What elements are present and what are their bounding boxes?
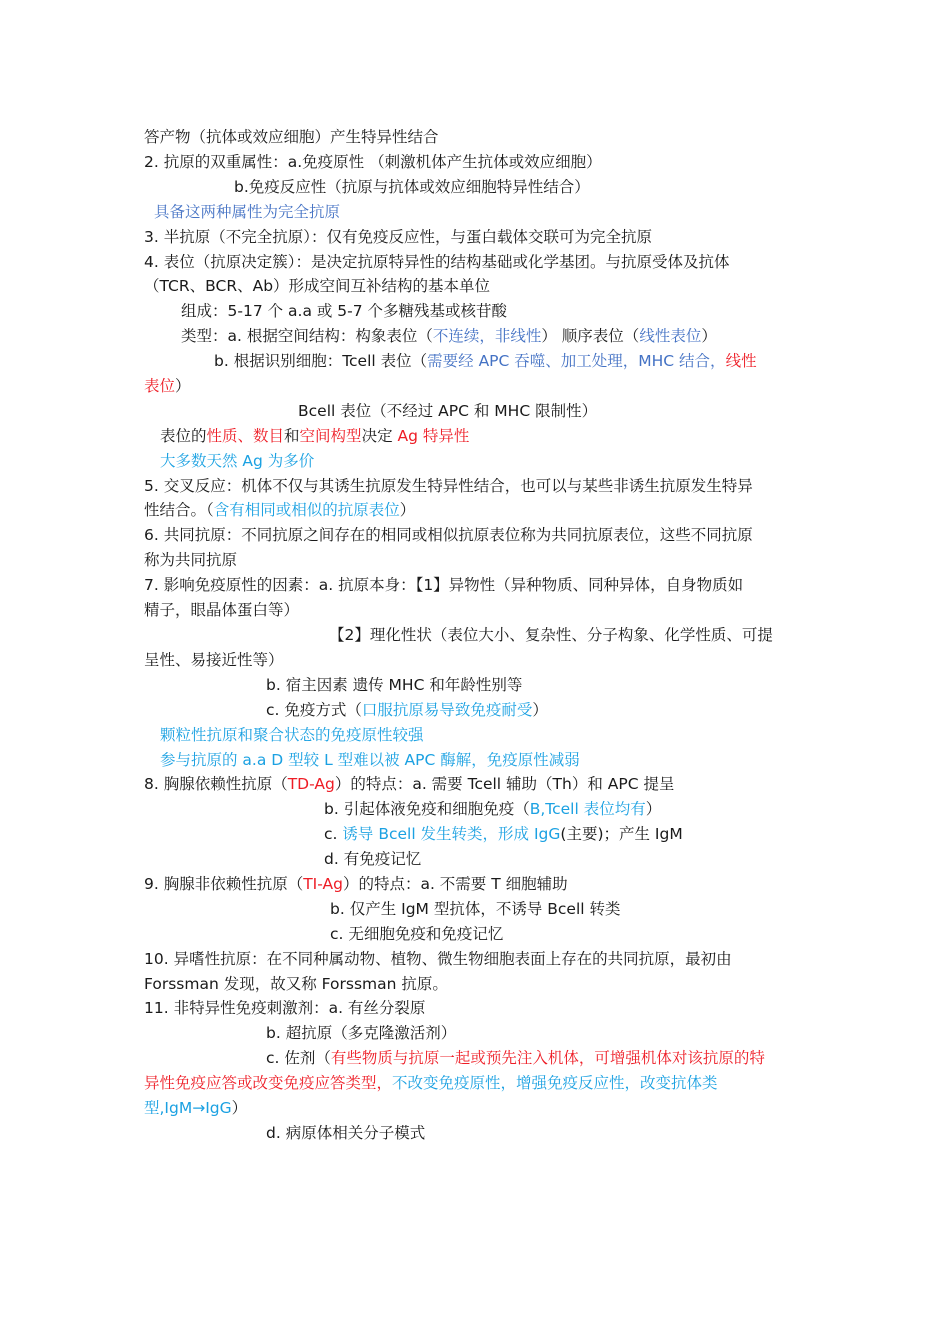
text-line: [330, 923, 503, 945]
text-segment: 型,IgM→IgG: [144, 1099, 232, 1117]
text-segment: 线性表位: [639, 327, 702, 345]
text-segment: 精子，眼晶体蛋白等）: [144, 601, 300, 619]
text-segment: d. 病原体相关分子模式: [266, 1124, 426, 1142]
text-line: [298, 400, 597, 422]
text-line: [144, 997, 425, 1019]
text-segment: 6. 共同抗原：不同抗原之间存在的相同或相似抗原表位称为共同抗原表位，这些不同抗原: [144, 526, 753, 544]
text-line: [144, 599, 299, 621]
text-line: [266, 699, 548, 721]
text-segment: 需要经 APC 吞噬、加工处理，MHC 结合: [427, 352, 711, 370]
text-segment: 称为共同抗原: [144, 551, 238, 569]
text-segment: Bcell 表位（不经过 APC 和 MHC 限制性）: [298, 402, 598, 420]
text-segment: TD-Ag: [287, 775, 335, 793]
text-segment: c. 无细胞免疫和免疫记忆: [330, 925, 504, 943]
text-line: [144, 1097, 247, 1119]
text-line: [144, 549, 237, 571]
text-segment: 诱导 Bcell 发生转类，形成 IgG: [342, 825, 561, 843]
text-line: [144, 873, 568, 895]
text-segment: ）的特点：a. 不需要 T 细胞辅助: [342, 875, 568, 893]
text-segment: 性质、数目: [206, 427, 285, 445]
text-line: [266, 674, 522, 696]
text-line: [160, 425, 469, 447]
text-line: [144, 275, 490, 297]
text-line: [144, 151, 602, 173]
text-segment: c. 佐剂（: [266, 1049, 331, 1067]
text-segment: b. 超抗原（多克隆激活剂）: [266, 1024, 457, 1042]
text-line: [266, 1122, 425, 1144]
text-segment: 有些物质与抗原一起或预先注入机体，可增强机体对该抗原的特: [330, 1049, 765, 1067]
text-segment: ）: [532, 701, 548, 719]
text-segment: 具备这两种属性为完全抗原: [154, 203, 341, 221]
text-segment: d. 有免疫记忆: [324, 850, 422, 868]
text-segment: 9. 胸腺非依赖性抗原（: [144, 875, 304, 893]
text-line: [324, 798, 661, 820]
text-line: [144, 1072, 718, 1094]
text-segment: 性结合。（: [144, 501, 214, 519]
text-segment: b. 仅产生 IgM 型抗体，不诱导 Bcell 转类: [330, 900, 621, 918]
text-line: [181, 325, 717, 347]
text-line: [144, 475, 753, 497]
text-segment: 【2】理化性状（表位大小、复杂性、分子构象、化学性质、可提: [329, 626, 773, 644]
text-segment: b. 根据识别细胞：Tcell 表位（: [214, 352, 428, 370]
text-segment: 异性免疫应答或改变免疫应答类型，: [144, 1074, 393, 1092]
text-segment: 7. 影响免疫原性的因素：a. 抗原本身：【1】异物性（异种物质、同种异体，自身物质如: [144, 576, 744, 594]
text-segment: 4. 表位（抗原决定簇）：是决定抗原特异性的结构基础或化学基团。与抗原受体及抗体: [144, 253, 730, 271]
text-line: [266, 1022, 456, 1044]
text-segment: 3. 半抗原（不完全抗原）：仅有免疫反应性，与蛋白载体交联可为完全抗原: [144, 228, 652, 246]
text-line: [329, 624, 773, 646]
text-line: [144, 773, 674, 795]
text-segment: ）的特点：a. 需要 Tcell 辅助（Th）和 APC 提呈: [334, 775, 675, 793]
text-segment: ，: [710, 352, 726, 370]
text-line: [181, 300, 507, 322]
text-segment: 10. 异嗜性抗原：在不同种属动物、植物、微生物细胞表面上存在的共同抗原，最初由: [144, 950, 732, 968]
text-line: [214, 350, 757, 372]
text-segment: ）: [231, 1099, 248, 1117]
text-line: [144, 126, 439, 148]
text-segment: ）: [645, 800, 662, 818]
text-segment: 表位: [144, 377, 176, 395]
text-line: [144, 574, 743, 596]
text-line: [144, 251, 729, 273]
text-segment: 线性: [725, 352, 757, 370]
text-line: [144, 649, 284, 671]
text-segment: ）: [399, 501, 416, 519]
text-segment: Forssman 发现，故又称 Forssman 抗原。: [144, 975, 448, 993]
text-segment: ）: [175, 377, 191, 395]
text-segment: 含有相同或相似的抗原表位: [213, 501, 400, 519]
text-segment: Ag 特异性: [397, 427, 470, 445]
text-line: [330, 898, 621, 920]
text-segment: 不改变免疫原性，增强免疫反应性，改变抗体类: [392, 1074, 718, 1092]
text-segment: 不连续，非线性: [432, 327, 542, 345]
text-line: [154, 201, 340, 223]
text-segment: ） 顺序表位（: [541, 327, 640, 345]
text-segment: 大多数天然 Ag 为多价: [160, 452, 315, 470]
text-line: [144, 524, 753, 546]
text-line: [144, 499, 415, 521]
text-segment: 2. 抗原的双重属性：a.免疫原性 （刺激机体产生抗体或效应细胞）: [144, 153, 602, 171]
text-segment: 颗粒性抗原和聚合状态的免疫原性较强: [160, 726, 424, 744]
text-segment: c.: [324, 825, 343, 843]
text-segment: 决定: [361, 427, 398, 445]
text-segment: 组成：5-17 个 a.a 或 5-7 个多糖残基或核苷酸: [181, 302, 508, 320]
text-segment: 参与抗原的 a.a D 型较 L 型难以被 APC 酶解，免疫原性减弱: [160, 751, 580, 769]
text-line: [144, 226, 652, 248]
text-line: [234, 176, 590, 198]
text-line: [160, 749, 580, 771]
text-line: [144, 375, 191, 397]
text-line: [324, 848, 421, 870]
text-segment: 类型：a. 根据空间结构：构象表位（: [181, 327, 433, 345]
text-segment: 表位的: [160, 427, 207, 445]
text-segment: 8. 胸腺依赖性抗原（: [144, 775, 288, 793]
text-line: [144, 973, 448, 995]
text-segment: （TCR、BCR、Ab）形成空间互补结构的基本单位: [144, 277, 491, 295]
text-line: [266, 1047, 765, 1069]
text-segment: 答产物（抗体或效应细胞）产生特异性结合: [144, 128, 439, 146]
text-line: [324, 823, 683, 845]
text-segment: 空间构型: [299, 427, 362, 445]
text-line: [160, 724, 424, 746]
text-segment: b. 引起体液免疫和细胞免疫（: [324, 800, 530, 818]
text-line: [160, 450, 314, 472]
text-line: [144, 948, 732, 970]
text-segment: 呈性、易接近性等）: [144, 651, 284, 669]
text-segment: TI-Ag: [303, 875, 343, 893]
text-segment: B,Tcell 表位均有: [529, 800, 646, 818]
text-segment: b.免疫反应性（抗原与抗体或效应细胞特异性结合）: [234, 178, 590, 196]
text-segment: (主要)；产生 IgM: [560, 825, 683, 843]
text-segment: 和: [284, 427, 300, 445]
text-segment: 口服抗原易导致免疫耐受: [361, 701, 533, 719]
text-segment: 11. 非特异性免疫刺激剂：a. 有丝分裂原: [144, 999, 426, 1017]
text-segment: b. 宿主因素 遗传 MHC 和年龄性别等: [266, 676, 523, 694]
text-segment: c. 免疫方式（: [266, 701, 362, 719]
text-segment: 5. 交叉反应：机体不仅与其诱生抗原发生特异性结合，也可以与某些非诱生抗原发生特异: [144, 477, 753, 495]
text-segment: ）: [701, 327, 717, 345]
